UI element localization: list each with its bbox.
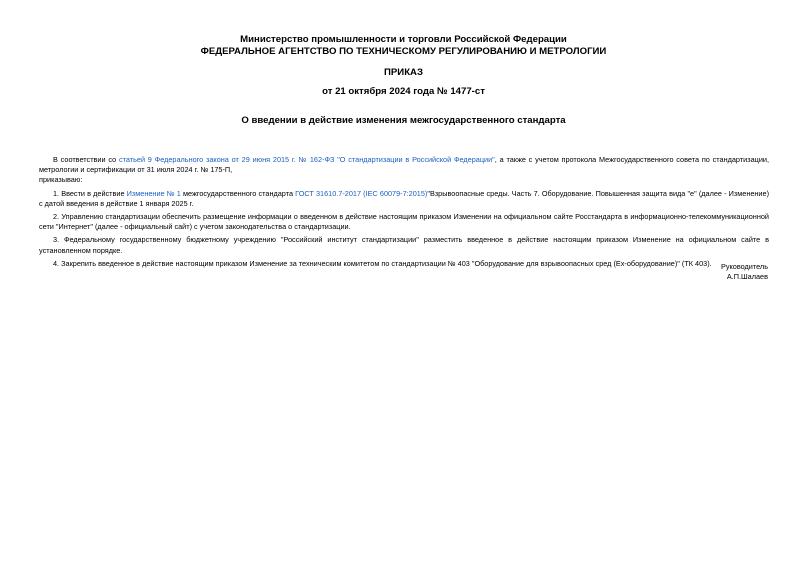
date-number-heading: от 21 октября 2024 года № 1477-ст bbox=[322, 86, 485, 97]
signature-position: Руководитель bbox=[720, 262, 768, 271]
ministry-heading: Министерство промышленности и торговли Российской Федерации bbox=[240, 34, 567, 45]
item-1-middle: межгосударственного стандарта bbox=[180, 188, 296, 198]
preamble-text-after: , а также с учетом протокола Межгосударственного совета по стандартизации, метрологии и сертификации от 31 июля 2024 г. № 175-П, bbox=[39, 155, 770, 175]
preamble-paragraph bbox=[39, 155, 769, 175]
agency-heading: ФЕДЕРАЛЬНОЕ АГЕНТСТВО ПО ТЕХНИЧЕСКОМУ РЕГУЛИРОВАНИЮ И МЕТРОЛОГИИ bbox=[200, 46, 607, 57]
item-2-paragraph: 2. Управлению стандартизации обеспечить размещение информации о введенном в действие настоящим приказом Изменении на официальном сайте Росстандарта в информационно-телекоммуникационной сети "Интернет" (далее - официальный сайт) с учетом законодательства о стандартизации. bbox=[39, 212, 769, 232]
document-body bbox=[39, 155, 769, 269]
order-word: приказываю: bbox=[39, 175, 83, 185]
doc-type-heading: ПРИКАЗ bbox=[384, 67, 423, 78]
standard-link[interactable]: ГОСТ 31610.7-2017 (IEC 60079-7:2015) bbox=[295, 188, 428, 198]
item-3-paragraph: 3. Федеральному государственному бюджетному учреждению "Российский институт стандартизации" разместить введенное в действие настоящим приказом Изменение на официальном сайте в установленном порядке. bbox=[39, 235, 769, 255]
item-1-suffix: "Взрывоопасные среды. Часть 7. Оборудование. Повышенная защита вида "e" (далее - Изменение) с датой введения в действие 1 января 2025 г. bbox=[39, 188, 769, 208]
signature-name: А.П.Шалаев bbox=[726, 272, 768, 281]
item-4-paragraph: 4. Закрепить введенное в действие настоящим приказом Изменение за техническим комитетом по стандартизации № 403 "Оборудование для взрывоопасных сред (Ex-оборудование)" (ТК 403). bbox=[53, 258, 712, 268]
preamble-text-before: В соответствии со bbox=[53, 155, 119, 164]
document-title: О введении в действие изменения межгосударственного стандарта bbox=[241, 115, 566, 126]
item-1-prefix: 1. Ввести в действие bbox=[53, 188, 127, 198]
change-link[interactable]: Изменение № 1 bbox=[126, 188, 181, 198]
law-link[interactable]: статьей 9 Федерального закона от 29 июня 2015 г. № 162-ФЗ "О стандартизации в Российской Федерации" bbox=[118, 155, 495, 164]
item-1-paragraph bbox=[39, 189, 769, 209]
